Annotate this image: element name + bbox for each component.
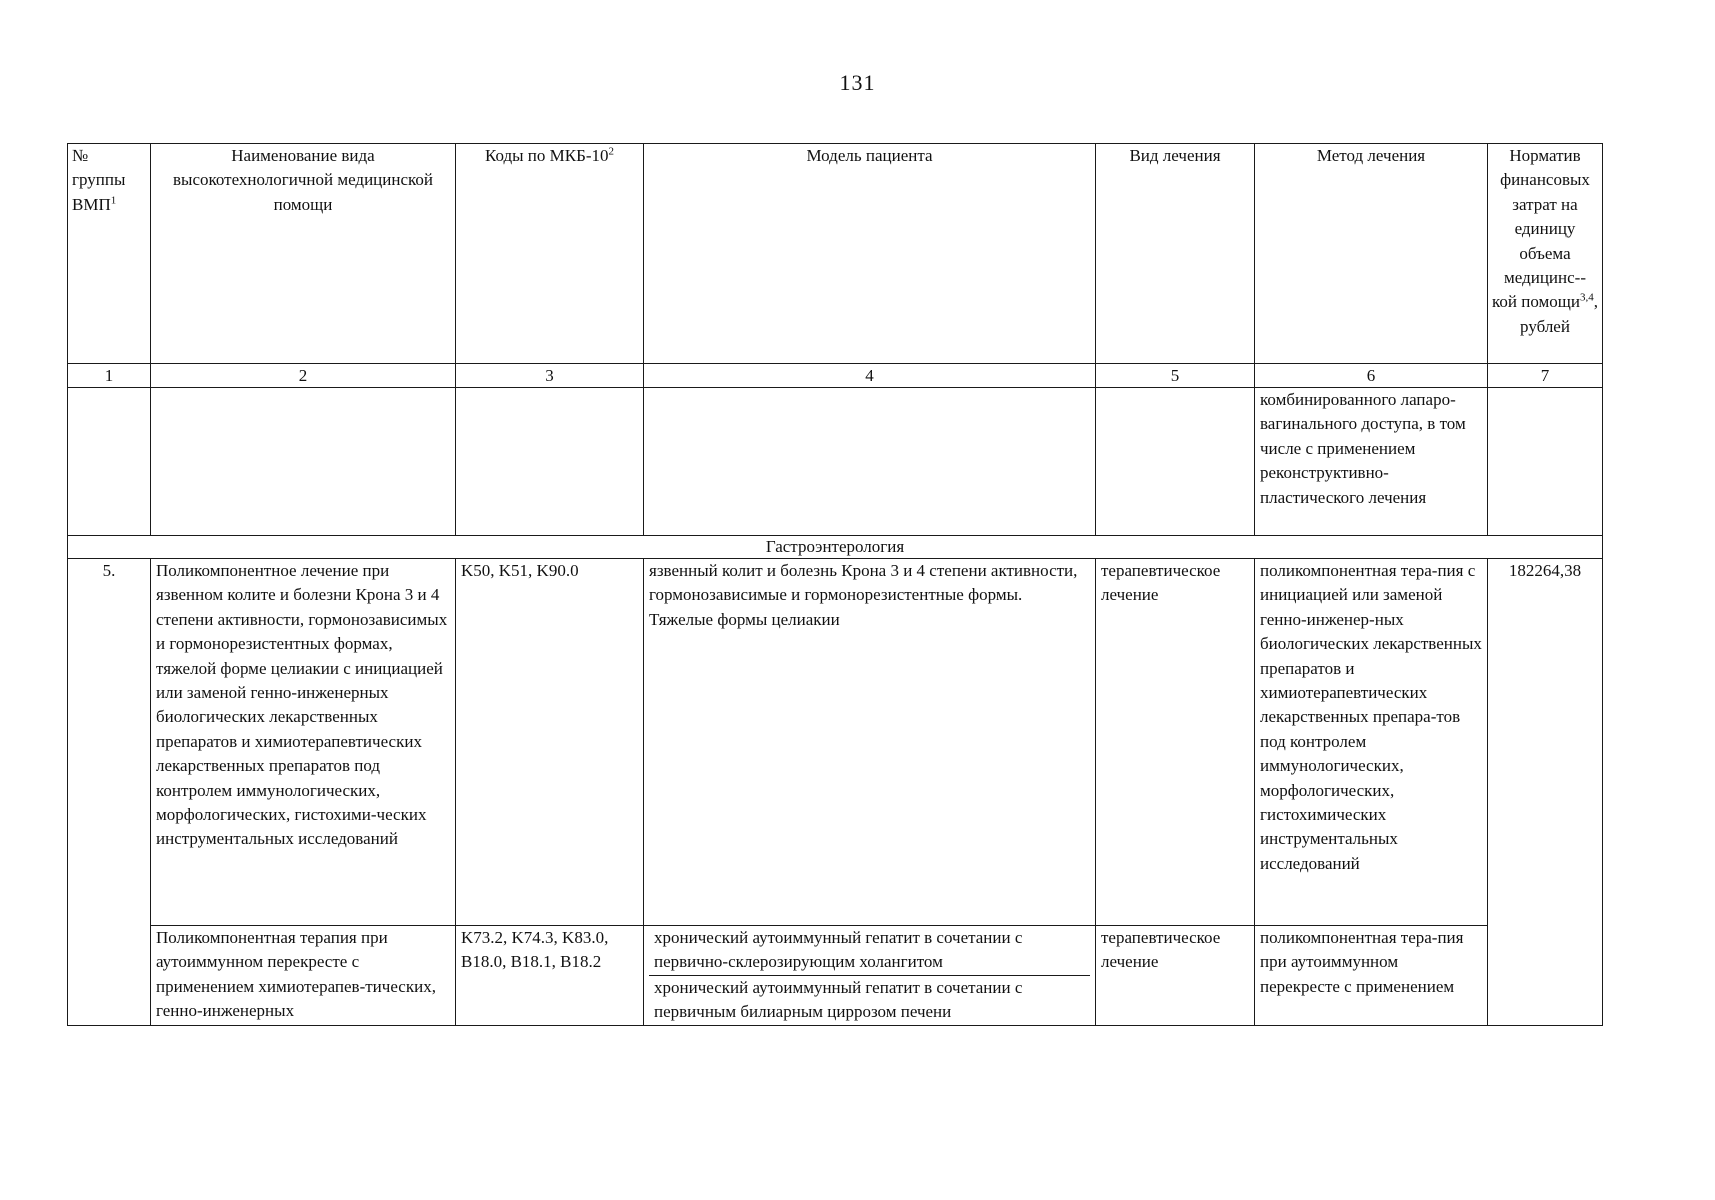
- footnote-ref: 1: [110, 194, 117, 207]
- treatment-type-cell: терапевтическое лечение: [1096, 926, 1255, 1026]
- section-row: [68, 536, 1603, 559]
- table-cell: [1096, 388, 1255, 536]
- footnote-ref: 2: [608, 145, 615, 158]
- column-number: 7: [1488, 364, 1603, 388]
- treatment-method-cell: поликомпонентная тера-пия при аутоиммунном перекресте с применением: [1255, 926, 1488, 1026]
- table-cell: [456, 388, 644, 536]
- header-group-word: группы: [72, 170, 126, 190]
- column-number-row: [68, 364, 1603, 388]
- table-cell: [1488, 388, 1603, 536]
- table-cell: [151, 388, 456, 536]
- column-number: 5: [1096, 364, 1255, 388]
- header-icd-codes: [456, 144, 644, 364]
- table-row: [68, 559, 1603, 926]
- cost-cell: 182264,38: [1488, 559, 1603, 1026]
- column-number: 2: [151, 364, 456, 388]
- header-treatment-method: Метод лечения: [1255, 144, 1488, 364]
- table-cell: [68, 388, 151, 536]
- group-number-cell: 5.: [68, 559, 151, 1026]
- section-title: Гастроэнтерология: [68, 536, 1603, 559]
- table-cell: [644, 388, 1096, 536]
- header-cost-norm: [1488, 144, 1603, 364]
- patient-model-cell: [644, 926, 1096, 1026]
- care-type-cell: Поликомпонентное лечение при язвенном колите и болезни Крона 3 и 4 степени активности, гормонозависимых и гормонорезистентных формах, тяжелой форме целиакии с инициацией или заменой генно-инженерных биологических лекарственных препаратов и химиотерапевтических лекарственных препаратов под контролем иммунологических, морфологических, гистохими-ческих инструментальных исследований: [151, 559, 456, 926]
- column-number: 6: [1255, 364, 1488, 388]
- header-treatment-type: Вид лечения: [1096, 144, 1255, 364]
- treatment-method-cell: комбинированного лапаро-вагинального доступа, в том числе с применением реконструктивно-пластического лечения: [1255, 388, 1488, 536]
- header-no-sign: №: [72, 146, 89, 165]
- care-type-cell: Поликомпонентная терапия при аутоиммунном перекресте с применением химиотерапев-тических, генно-инженерных: [151, 926, 456, 1026]
- vmp-table: [67, 143, 1603, 1026]
- header-vmp-word: ВМП: [72, 194, 111, 214]
- footnote-ref: 3,4: [1579, 291, 1594, 304]
- patient-model-cell: язвенный колит и болезнь Крона 3 и 4 степени активности, гормонозависимые и гормонорезистентные формы. Тяжелые формы целиакии: [644, 559, 1096, 926]
- continuation-row: [68, 388, 1603, 536]
- header-care-type: Наименование вида высокотехнологичной медицинской помощи: [151, 144, 456, 364]
- header-cost-label: Норматив финансовых затрат на единицу объема медицинс-- кой помощи: [1492, 146, 1590, 312]
- icd-codes-cell: K73.2, K74.3, K83.0, B18.0, B18.1, B18.2: [456, 926, 644, 1026]
- column-number: 1: [68, 364, 151, 388]
- patient-model-entry: хронический аутоиммунный гепатит в сочетании с первично-склерозирующим холангитом: [654, 928, 1023, 972]
- header-group-number: [68, 144, 151, 364]
- treatment-method-cell: поликомпонентная тера-пия с инициацией или заменой генно-инженер-ных биологических лекарственных препаратов и химиотерапевтических лекарственных препара-тов под контролем иммунологических, морфологических, гистохимических инструментальных исследований: [1255, 559, 1488, 926]
- page-number: 131: [839, 70, 876, 95]
- column-number: 3: [456, 364, 644, 388]
- icd-codes-cell: K50, K51, K90.0: [456, 559, 644, 926]
- header-patient-model: Модель пациента: [644, 144, 1096, 364]
- header-row: [68, 144, 1603, 364]
- header-icd-label: Коды по МКБ-10: [484, 146, 609, 165]
- patient-model-entry: хронический аутоиммунный гепатит в сочетании с первичным билиарным циррозом печени: [649, 975, 1090, 1025]
- header-cost-unit: , рублей: [1520, 292, 1598, 336]
- column-number: 4: [644, 364, 1096, 388]
- table-row: [68, 926, 1603, 1026]
- treatment-type-cell: терапевтическое лечение: [1096, 559, 1255, 926]
